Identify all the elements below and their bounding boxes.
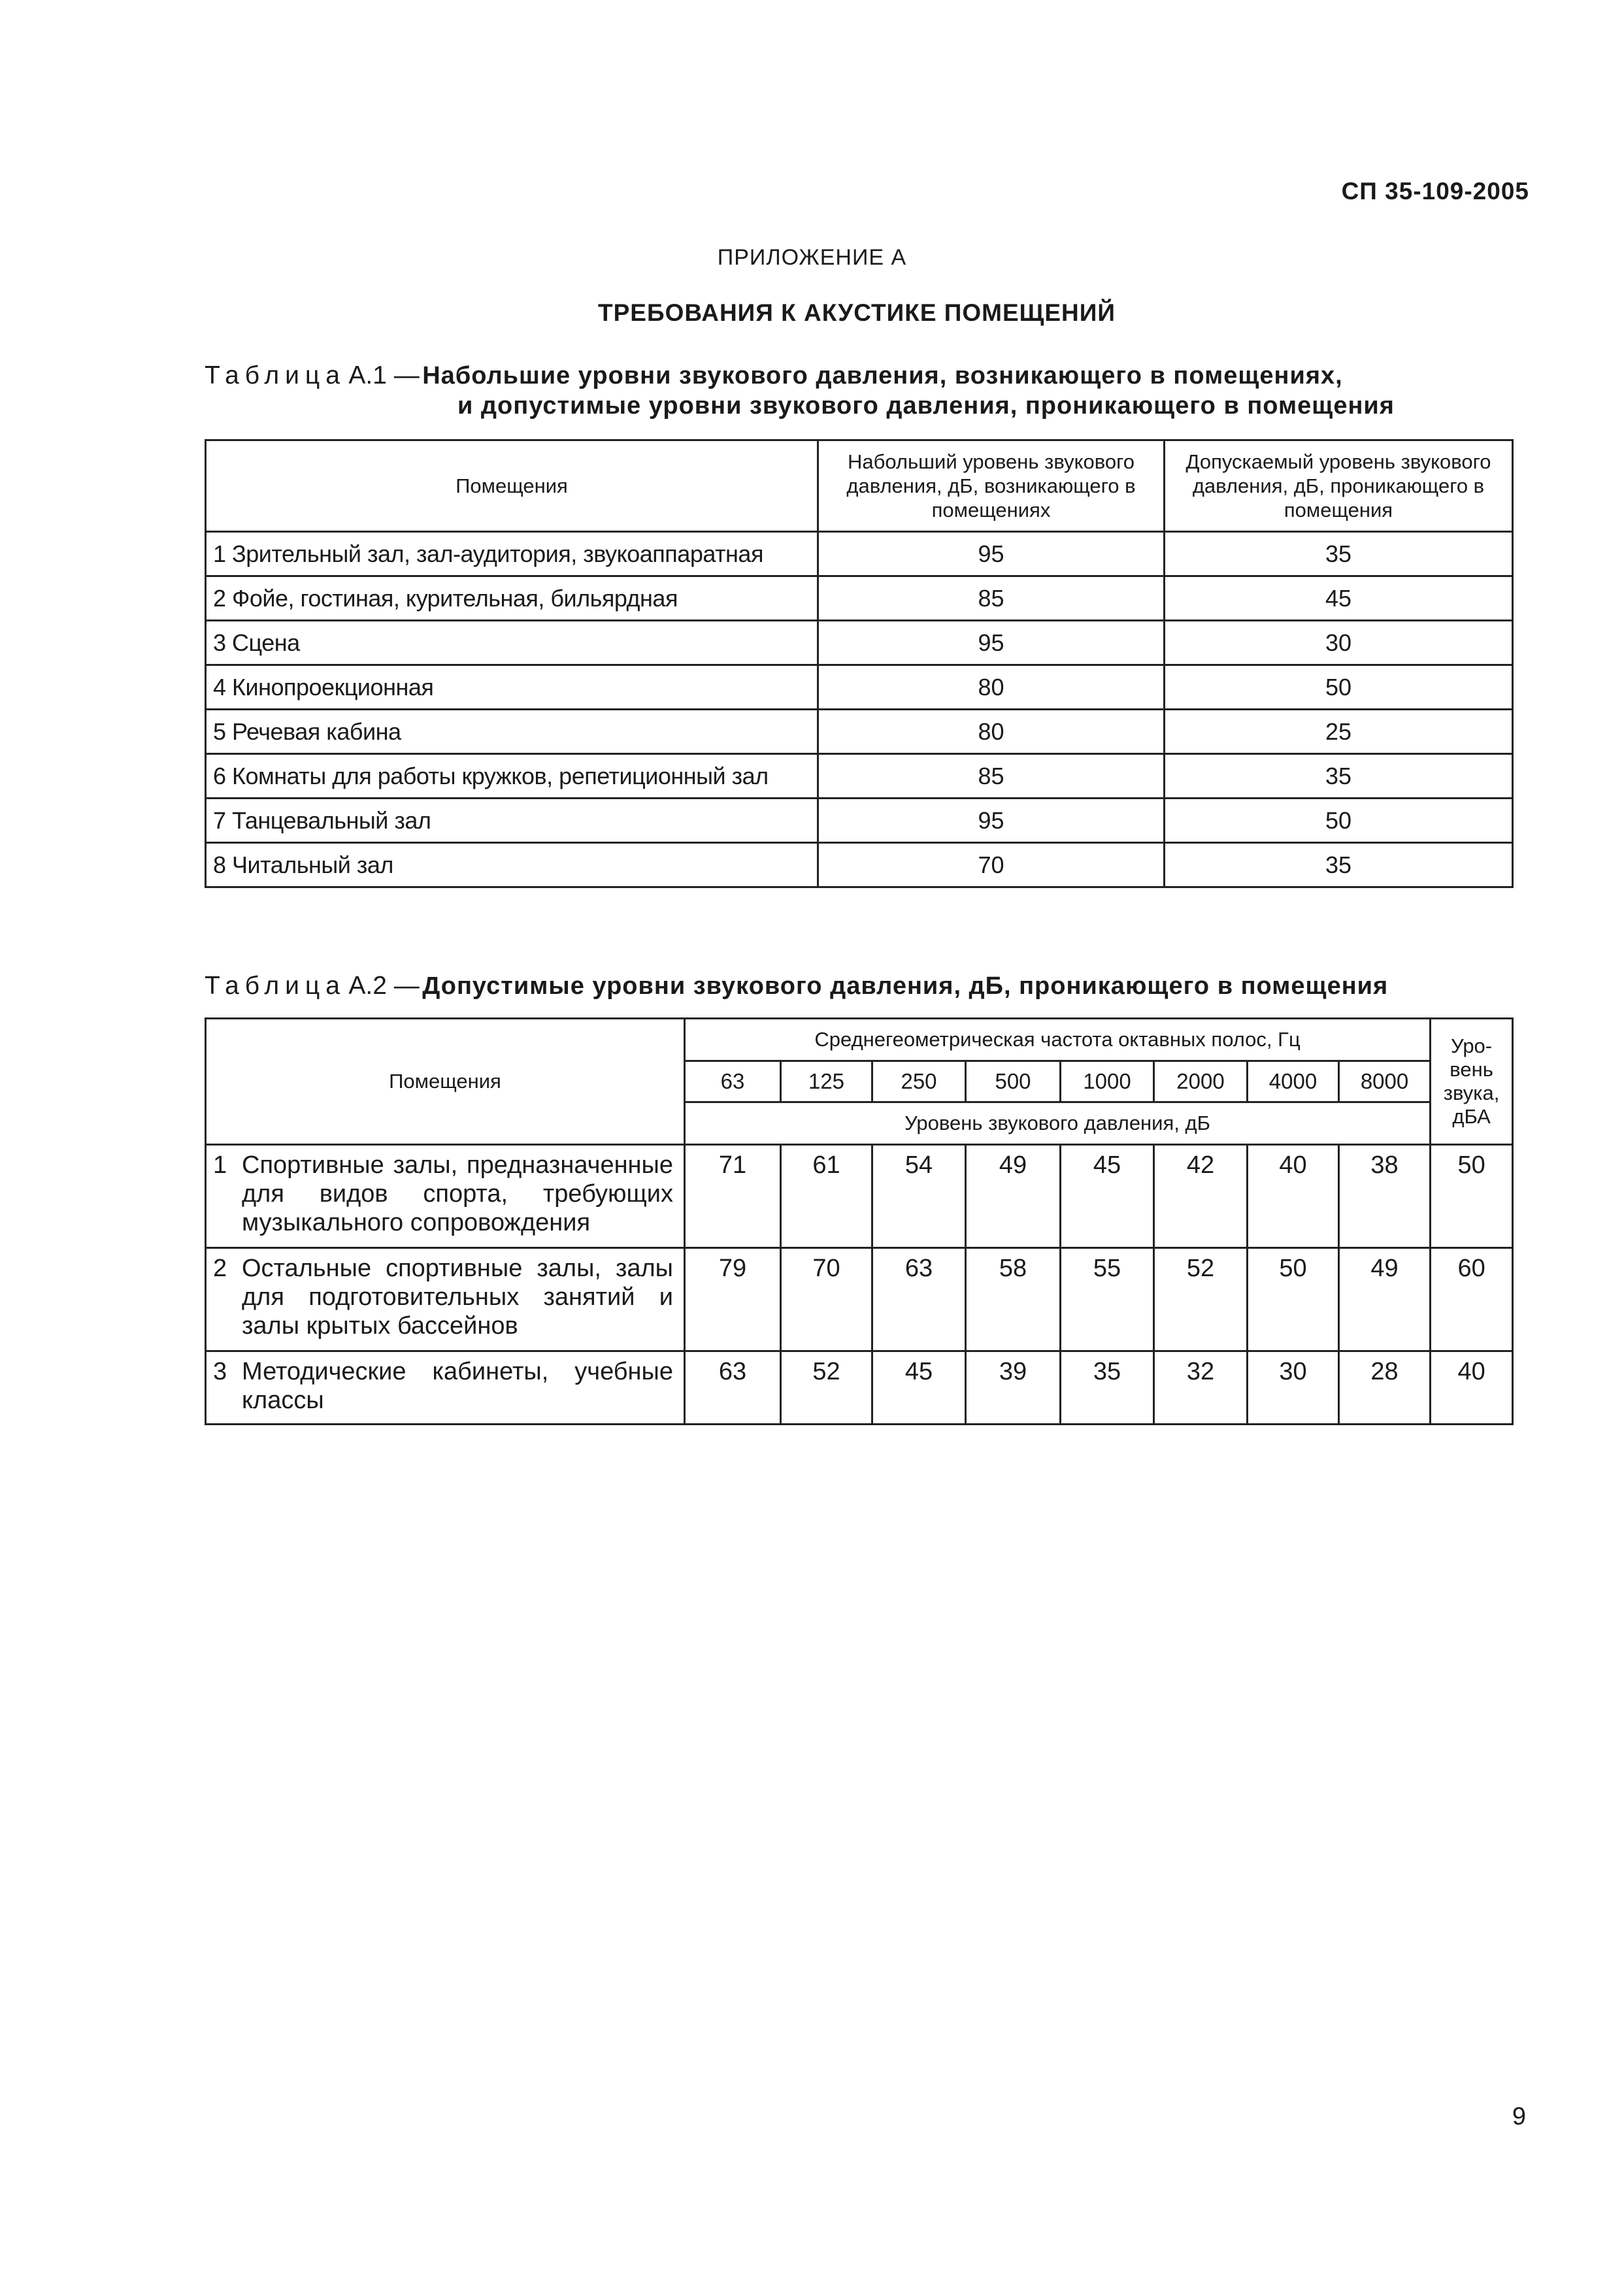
dba-value: 40 xyxy=(1431,1351,1513,1425)
table-row xyxy=(206,1248,1513,1351)
table1-caption-continued xyxy=(457,392,1395,420)
allowed-level-value: 30 xyxy=(1165,621,1513,665)
table1-col-room: Помещения xyxy=(206,440,818,532)
room-cell xyxy=(206,1145,685,1248)
level-value: 79 xyxy=(685,1248,781,1351)
allowed-level-value: 45 xyxy=(1165,576,1513,621)
level-value: 63 xyxy=(872,1248,966,1351)
frequency-header: 8000 xyxy=(1339,1061,1431,1102)
table1-caption xyxy=(205,361,1343,390)
room-name: 7 Танцевальный зал xyxy=(206,799,818,843)
room-name: 6 Комнаты для работы кружков, репетиционный зал xyxy=(206,754,818,799)
level-value: 70 xyxy=(781,1248,872,1351)
max-level-value: 85 xyxy=(818,576,1165,621)
table1-caption-number: А.1 — xyxy=(348,361,420,389)
frequency-header: 4000 xyxy=(1248,1061,1339,1102)
table2-caption xyxy=(205,972,1388,1000)
table-row xyxy=(206,710,1513,754)
table1-col-max-level: Набольший уровень звукового давления, дБ, возникающего в помещениях xyxy=(818,440,1165,532)
level-value: 28 xyxy=(1339,1351,1431,1425)
max-level-value: 80 xyxy=(818,665,1165,710)
level-value: 30 xyxy=(1248,1351,1339,1425)
allowed-level-value: 25 xyxy=(1165,710,1513,754)
level-value: 32 xyxy=(1154,1351,1248,1425)
allowed-level-value: 50 xyxy=(1165,799,1513,843)
frequency-header: 2000 xyxy=(1154,1061,1248,1102)
table1-caption-line2: и допустимые уровни звукового давления, проникающего в помещения xyxy=(457,392,1395,420)
room-name: Методические кабинеты, учебные классы xyxy=(242,1358,673,1414)
level-value: 35 xyxy=(1061,1351,1154,1425)
table-row xyxy=(206,1351,1513,1425)
room-name: 3 Сцена xyxy=(206,621,818,665)
table1-caption-line1: Набольшие уровни звукового давления, возникающего в помещениях, xyxy=(422,362,1343,389)
level-value: 39 xyxy=(966,1351,1061,1425)
dba-value: 50 xyxy=(1431,1145,1513,1248)
page-number: 9 xyxy=(1512,2103,1526,2130)
level-value: 58 xyxy=(966,1248,1061,1351)
section-title: ТРЕБОВАНИЯ К АКУСТИКЕ ПОМЕЩЕНИЙ xyxy=(598,299,1116,326)
level-value: 38 xyxy=(1339,1145,1431,1248)
table-row xyxy=(206,576,1513,621)
level-value: 71 xyxy=(685,1145,781,1248)
max-level-value: 85 xyxy=(818,754,1165,799)
max-level-value: 70 xyxy=(818,843,1165,887)
level-value: 49 xyxy=(966,1145,1061,1248)
frequency-header: 250 xyxy=(872,1061,966,1102)
room-number: 1 xyxy=(213,1151,227,1179)
max-level-value: 95 xyxy=(818,799,1165,843)
room-cell xyxy=(206,1351,685,1425)
room-name: 1 Зрительный зал, зал-аудитория, звукоаппаратная xyxy=(206,532,818,576)
level-value: 61 xyxy=(781,1145,872,1248)
table1 xyxy=(205,439,1514,888)
table-row xyxy=(206,843,1513,887)
allowed-level-value: 35 xyxy=(1165,532,1513,576)
level-value: 55 xyxy=(1061,1248,1154,1351)
room-name: Спортивные залы, предназначенные для видов спорта, требующих музыкального сопровождения xyxy=(242,1151,673,1236)
room-name: 2 Фойе, гостиная, курительная, бильярдная xyxy=(206,576,818,621)
room-name: 4 Кинопроекционная xyxy=(206,665,818,710)
document-code: СП 35-109-2005 xyxy=(1341,178,1529,205)
max-level-value: 95 xyxy=(818,621,1165,665)
max-level-value: 95 xyxy=(818,532,1165,576)
frequency-header: 1000 xyxy=(1061,1061,1154,1102)
table2-caption-label: Таблица xyxy=(205,972,346,1000)
table2-col-room: Помещения xyxy=(206,1019,685,1145)
table2-header-row xyxy=(206,1019,1513,1061)
appendix-label: ПРИЛОЖЕНИЕ А xyxy=(717,245,907,270)
table2 xyxy=(205,1017,1514,1425)
room-name: 5 Речевая кабина xyxy=(206,710,818,754)
level-value: 63 xyxy=(685,1351,781,1425)
level-value: 50 xyxy=(1248,1248,1339,1351)
allowed-level-value: 35 xyxy=(1165,754,1513,799)
table-row xyxy=(206,1145,1513,1248)
table-row xyxy=(206,532,1513,576)
table2-dba-header: Уро-вень звука, дБА xyxy=(1431,1019,1513,1145)
allowed-level-value: 50 xyxy=(1165,665,1513,710)
table2-freq-header: Среднегеометрическая частота октавных полос, Гц xyxy=(685,1019,1431,1061)
table1-header-row xyxy=(206,440,1513,532)
room-name: 8 Читальный зал xyxy=(206,843,818,887)
table1-caption-label: Таблица xyxy=(205,361,346,389)
level-value: 40 xyxy=(1248,1145,1339,1248)
allowed-level-value: 35 xyxy=(1165,843,1513,887)
room-cell xyxy=(206,1248,685,1351)
level-value: 52 xyxy=(1154,1248,1248,1351)
frequency-header: 63 xyxy=(685,1061,781,1102)
frequency-header: 125 xyxy=(781,1061,872,1102)
level-value: 52 xyxy=(781,1351,872,1425)
level-value: 42 xyxy=(1154,1145,1248,1248)
table1-col-allowed-level: Допускаемый уровень звукового давления, дБ, проникающего в помещения xyxy=(1165,440,1513,532)
room-name: Остальные спортивные залы, залы для подготовительных занятий и залы крытых бассейнов xyxy=(242,1255,673,1340)
level-value: 49 xyxy=(1339,1248,1431,1351)
table-row xyxy=(206,665,1513,710)
frequency-header: 500 xyxy=(966,1061,1061,1102)
table2-caption-text: Допустимые уровни звукового давления, дБ, проникающего в помещения xyxy=(422,972,1389,1000)
max-level-value: 80 xyxy=(818,710,1165,754)
dba-value: 60 xyxy=(1431,1248,1513,1351)
room-number: 3 xyxy=(213,1358,227,1385)
table-row xyxy=(206,754,1513,799)
table-row xyxy=(206,621,1513,665)
room-number: 2 xyxy=(213,1255,227,1282)
level-value: 45 xyxy=(1061,1145,1154,1248)
table-row xyxy=(206,799,1513,843)
level-value: 54 xyxy=(872,1145,966,1248)
level-value: 45 xyxy=(872,1351,966,1425)
table2-level-header: Уровень звукового давления, дБ xyxy=(685,1102,1431,1145)
table2-caption-number: А.2 — xyxy=(348,972,420,1000)
